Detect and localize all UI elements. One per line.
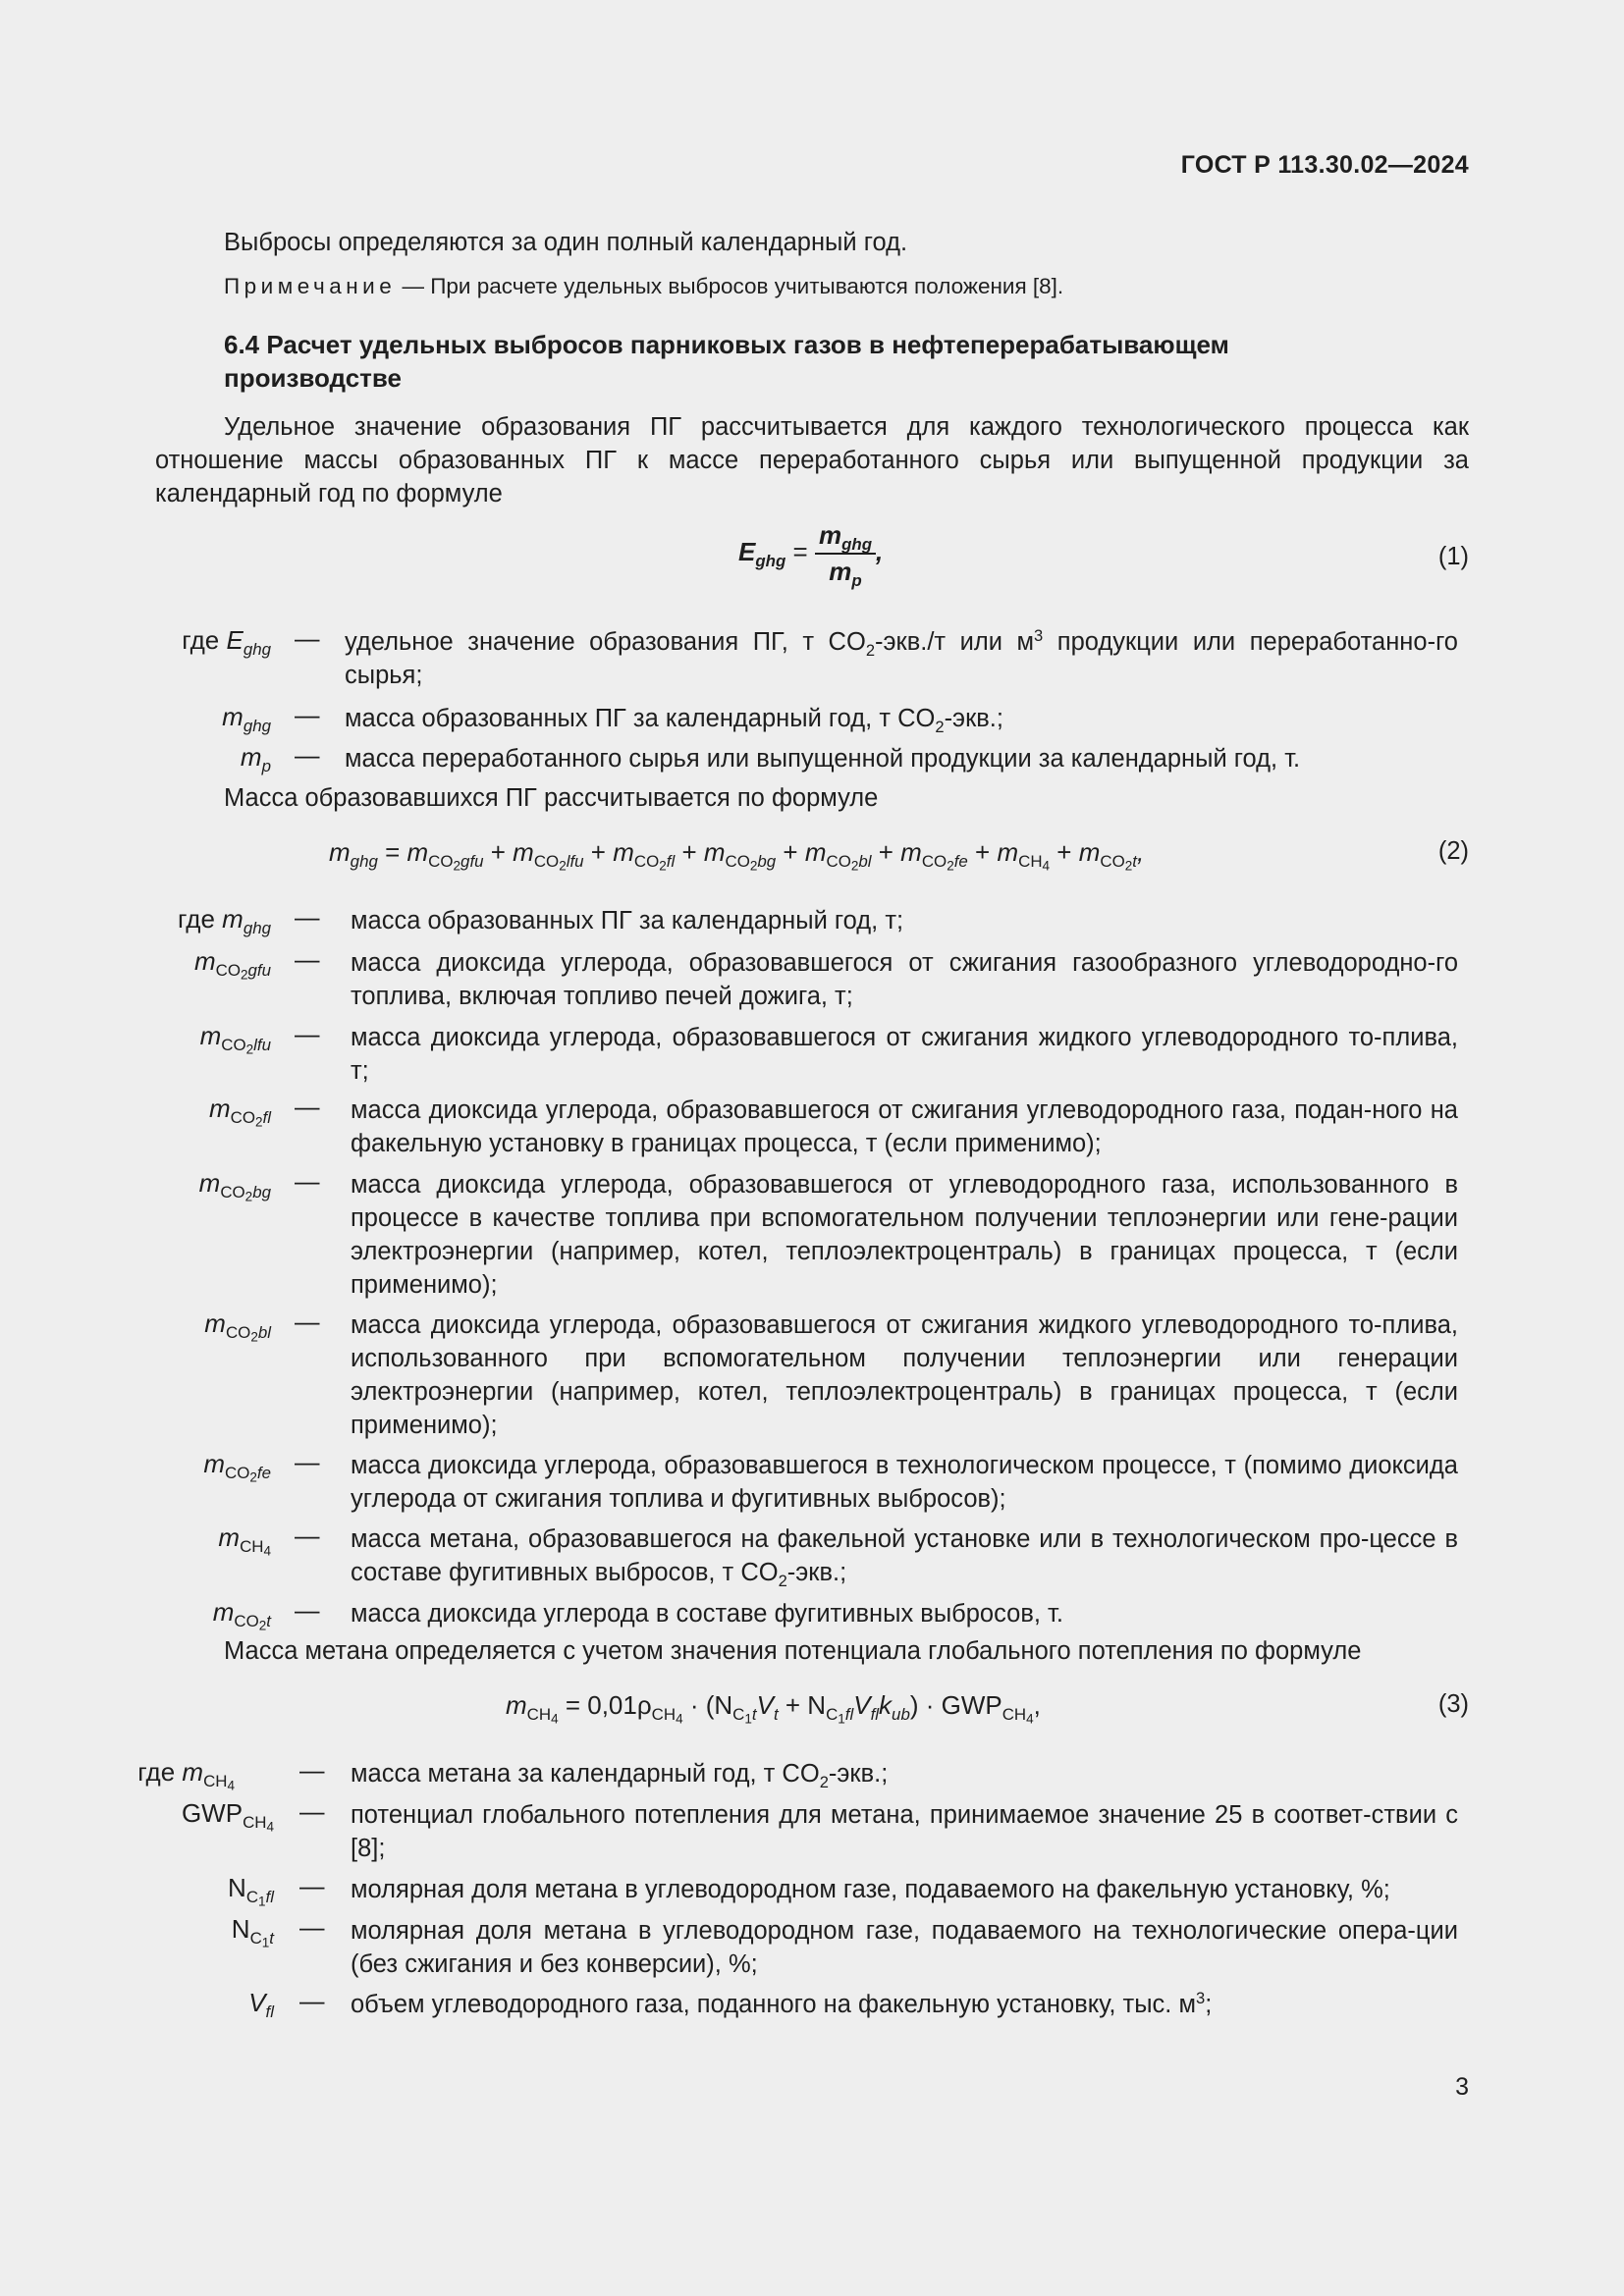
def1-dash-2: —: [295, 702, 320, 729]
def2-term-3: $m_{CO_2lfu}$: [199, 1021, 271, 1057]
formula-1: $E_{ghg}$ = $\frac{m_{ghg}}{m_p}$ ,: [738, 520, 884, 590]
def2-term-1: где $m_{ghg}$: [177, 904, 271, 937]
note-label: Примечание: [224, 274, 397, 298]
def3-term-1: где $m_{CH_4}$: [137, 1757, 235, 1793]
def2-desc-5: масса диоксида углерода, образовавшегося от углеводородного газа, использованного в процессе в качестве топлива при вспомогательном получении теплоэнергии или гене-рации электроэнергии (например, котел, теплоэлектроцентраль) в границах процесса, т (если применимо);: [351, 1171, 1458, 1299]
def2-desc-2: масса диоксида углерода, образовавшегося от сжигания газообразного углеводородно-го топлива, включая топливо печей дожига, т;: [351, 949, 1458, 1010]
def2-dash-2: —: [295, 946, 320, 974]
def1-term-3: $m_p$: [240, 742, 271, 775]
def2-desc-1: масса образованных ПГ за календарный год, т;: [351, 907, 904, 934]
def2-term-6: $m_{CO_2bl}$: [204, 1308, 271, 1345]
def3-desc-1: масса метана за календарный год, т $CO_2$-экв.;: [351, 1760, 889, 1791]
def2-term-5: $m_{CO_2bg}$: [198, 1168, 271, 1204]
def1-desc-2: масса образованных ПГ за календарный год, т $CO_2$-экв.;: [345, 705, 1003, 736]
def2-dash-1: —: [295, 904, 320, 932]
def2-dash-9: —: [295, 1597, 320, 1625]
def3-desc-2: потенциал глобального потепления для метана, принимаемое значение 25 в соответ-ствии с [8];: [351, 1801, 1458, 1862]
intro-sentence: Выбросы определяются за один полный календарный год.: [224, 229, 908, 256]
paragraph-1: Удельное значение образования ПГ рассчитывается для каждого технологического процесса как отношение массы образованных ПГ к массе переработанного сырья или выпущенной продукции за календарный год по формуле: [155, 413, 1469, 507]
def3-dash-4: —: [299, 1914, 325, 1942]
def3-term-2: $GWP_{CH_4}$: [181, 1798, 274, 1835]
formula-2-number: (2): [1437, 837, 1469, 865]
section-number: 6.4: [224, 330, 260, 359]
def2-dash-3: —: [295, 1021, 320, 1048]
def3-dash-1: —: [299, 1757, 325, 1785]
def1-dash-3: —: [295, 742, 320, 770]
page-number: 3: [1455, 2073, 1469, 2101]
def3-desc-3: молярная доля метана в углеводородном газе, подаваемого на факельную установку, %;: [351, 1876, 1390, 1903]
paragraph-2: Масса образовавшихся ПГ рассчитывается по формуле: [224, 784, 879, 812]
def3-desc-5: объем углеводородного газа, поданного на факельную установку, тыс. $м^3$;: [351, 1988, 1213, 2018]
def2-term-2: $m_{CO_2gfu}$: [193, 946, 271, 983]
def2-desc-6: масса диоксида углерода, образовавшегося от сжигания жидкого углеводородного то-плива, использованного при вспомогательном получении теплоэнергии или генерации электроэнергии (например, котел, теплоэлектроцентраль) в границах процесса, т (если применимо);: [351, 1311, 1458, 1439]
def3-dash-3: —: [299, 1873, 325, 1900]
def1-desc-3: масса переработанного сырья или выпущенной продукции за календарный год, т.: [345, 745, 1301, 773]
def2-dash-5: —: [295, 1168, 320, 1196]
def2-desc-4: масса диоксида углерода, образовавшегося от сжигания углеводородного газа, подан-ного на факельную установку в границах процесса, т (если применимо);: [351, 1096, 1458, 1157]
note-text: — При расчете удельных выбросов учитываются положения [8].: [402, 274, 1064, 298]
def2-term-8: $m_{CH_4}$: [218, 1522, 271, 1559]
def1-desc-1: удельное значение образования ПГ, т $CO_2-экв./т$ или $м^3$ продукции или переработанно-го сырья;: [345, 625, 1458, 689]
formula-3-number: (3): [1437, 1690, 1469, 1718]
def1-dash-1: —: [295, 625, 320, 653]
def2-desc-7: масса диоксида углерода, образовавшегося в технологическом процессе, т (помимо диоксида углерода от сжигания топлива и фугитивных выбросов);: [351, 1452, 1458, 1513]
def3-dash-5: —: [299, 1988, 325, 2015]
formula-3: $m_{CH_4} = 0,01\rho_{CH_4} \cdot (N_{C_1t}V_t + N_{C_1fl}V_{fl}k_{ub}) \cdot GWP_{CH_4}$,: [506, 1690, 1041, 1727]
def3-desc-4: молярная доля метана в углеводородном газе, подаваемого на технологические опера-ции (без сжигания и без конверсии), %;: [351, 1917, 1458, 1978]
section-heading: [224, 328, 1402, 395]
def1-term-2: $m_{ghg}$: [222, 702, 271, 735]
note: [224, 274, 1063, 299]
formula-1-number: (1): [1437, 543, 1469, 570]
def3-term-3: $N_{C_1fl}$: [228, 1873, 274, 1909]
formula-1-fraction: $\frac{m_{ghg}}{m_p}$: [815, 520, 876, 587]
paragraph-3: Масса метана определяется с учетом значения потенциала глобального потепления по формуле: [224, 1637, 1362, 1665]
def2-desc-9: масса диоксида углерода в составе фугитивных выбросов, т.: [351, 1600, 1063, 1628]
def2-desc-8: масса метана, образовавшегося на факельной установке или в технологическом про-цессе в составе фугитивных выбросов, т $CO_2$-экв.;: [351, 1525, 1458, 1590]
def3-term-4: $N_{C_1t}$: [231, 1914, 274, 1950]
def2-term-4: $m_{CO_2fl}$: [209, 1094, 271, 1130]
section-title: Расчет удельных выбросов парниковых газов в нефтеперерабатывающем производстве: [224, 330, 1229, 393]
formula-2: $m_{ghg} = m_{CO_2gfu} + m_{CO_2lfu} + m_{CO_2fl} + m_{CO_2bg} + m_{CO_2bl} + m_{CO_2fe} + m_{CH_4} + m_{CO_2t}$,: [329, 837, 1145, 874]
document-code: ГОСТ Р 113.30.02—2024: [1180, 151, 1469, 179]
def2-dash-4: —: [295, 1094, 320, 1121]
def2-dash-7: —: [295, 1449, 320, 1476]
def3-dash-2: —: [299, 1798, 325, 1826]
def3-term-5: $V_{fl}$: [248, 1988, 274, 2021]
def1-term-1: где $E_{ghg}$: [182, 625, 271, 659]
def2-desc-3: масса диоксида углерода, образовавшегося от сжигания жидкого углеводородного то-плива, т;: [351, 1024, 1458, 1085]
def2-term-7: $m_{CO_2fe}$: [203, 1449, 271, 1485]
def2-dash-6: —: [295, 1308, 320, 1336]
def2-dash-8: —: [295, 1522, 320, 1550]
def2-term-9: $m_{CO_2t}$: [212, 1597, 271, 1633]
